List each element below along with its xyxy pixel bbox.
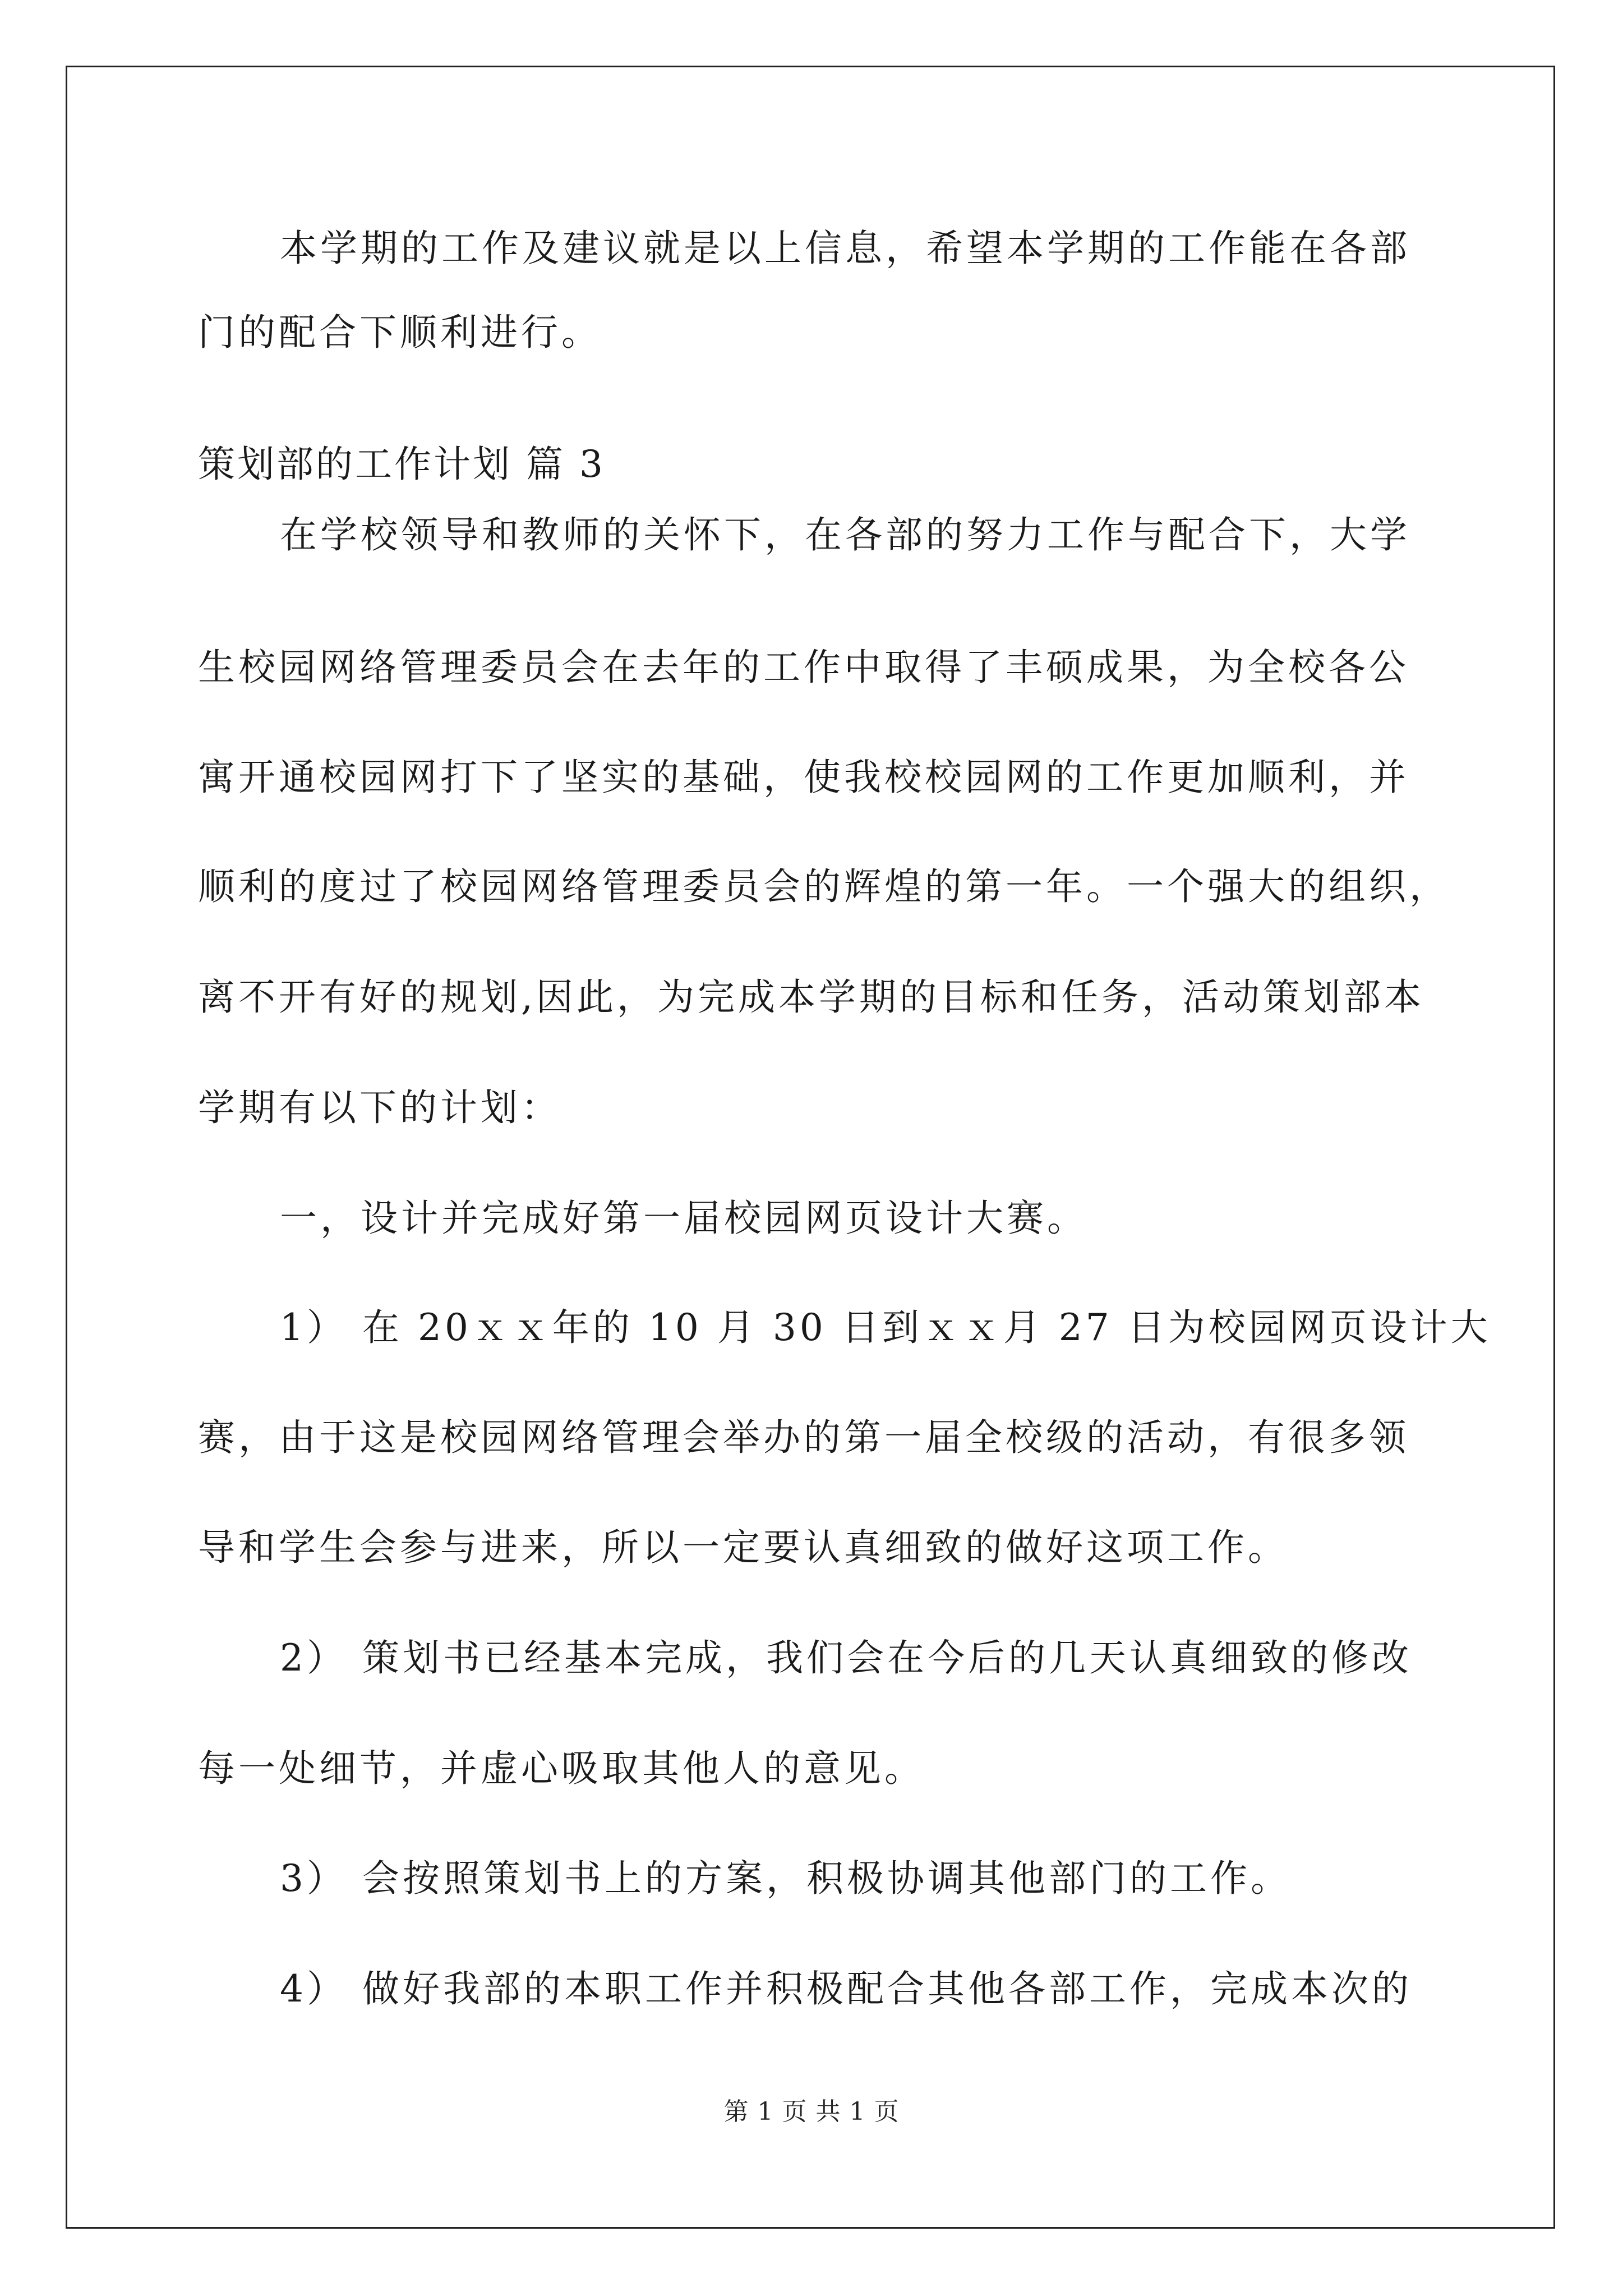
paragraph-line: 寓开通校园网打下了坚实的基础，使我校校园网的工作更加顺利，并 (198, 756, 1409, 799)
paragraph-line: 每一处细节，并虚心吸取其他人的意见。 (198, 1747, 925, 1790)
paragraph-line: 一，设计并完成好第一届校园网页设计大赛。 (280, 1197, 1087, 1240)
paragraph-line: 顺利的度过了校园网络管理委员会的辉煌的第一年。一个强大的组织， (198, 865, 1450, 908)
paragraph-line: 赛，由于这是校园网络管理会举办的第一届全校级的活动，有很多领 (198, 1416, 1409, 1459)
paragraph-line: 2） 策划书已经基本完成，我们会在今后的几天认真细致的修改 (280, 1636, 1412, 1680)
paragraph-line: 4） 做好我部的本职工作并积极配合其他各部工作，完成本次的 (280, 1967, 1412, 2010)
paragraph-line: 导和学生会参与进来，所以一定要认真细致的做好这项工作。 (198, 1526, 1288, 1569)
paragraph-line: 门的配合下顺利进行。 (198, 311, 602, 354)
paragraph-line: 离不开有好的规划,因此，为完成本学期的目标和任务，活动策划部本 (198, 976, 1424, 1019)
section-heading: 策划部的工作计划 篇 3 (198, 443, 605, 486)
paragraph-line: 3） 会按照策划书上的方案，积极协调其他部门的工作。 (280, 1857, 1291, 1900)
paragraph-line: 本学期的工作及建议就是以上信息，希望本学期的工作能在各部 (280, 227, 1410, 270)
paragraph-line: 生校园网络管理委员会在去年的工作中取得了丰硕成果，为全校各公 (198, 646, 1409, 689)
paragraph-line: 学期有以下的计划： (198, 1086, 561, 1129)
paragraph-line: 1） 在 20ｘｘ年的 10 月 30 日到ｘｘ月 27 日为校园网页设计大 (280, 1306, 1491, 1349)
paragraph-line: 在学校领导和教师的关怀下，在各部的努力工作与配合下，大学 (280, 513, 1410, 556)
page-number-footer: 第 1 页 共 1 页 (723, 2097, 900, 2126)
page-border (66, 66, 1555, 2229)
